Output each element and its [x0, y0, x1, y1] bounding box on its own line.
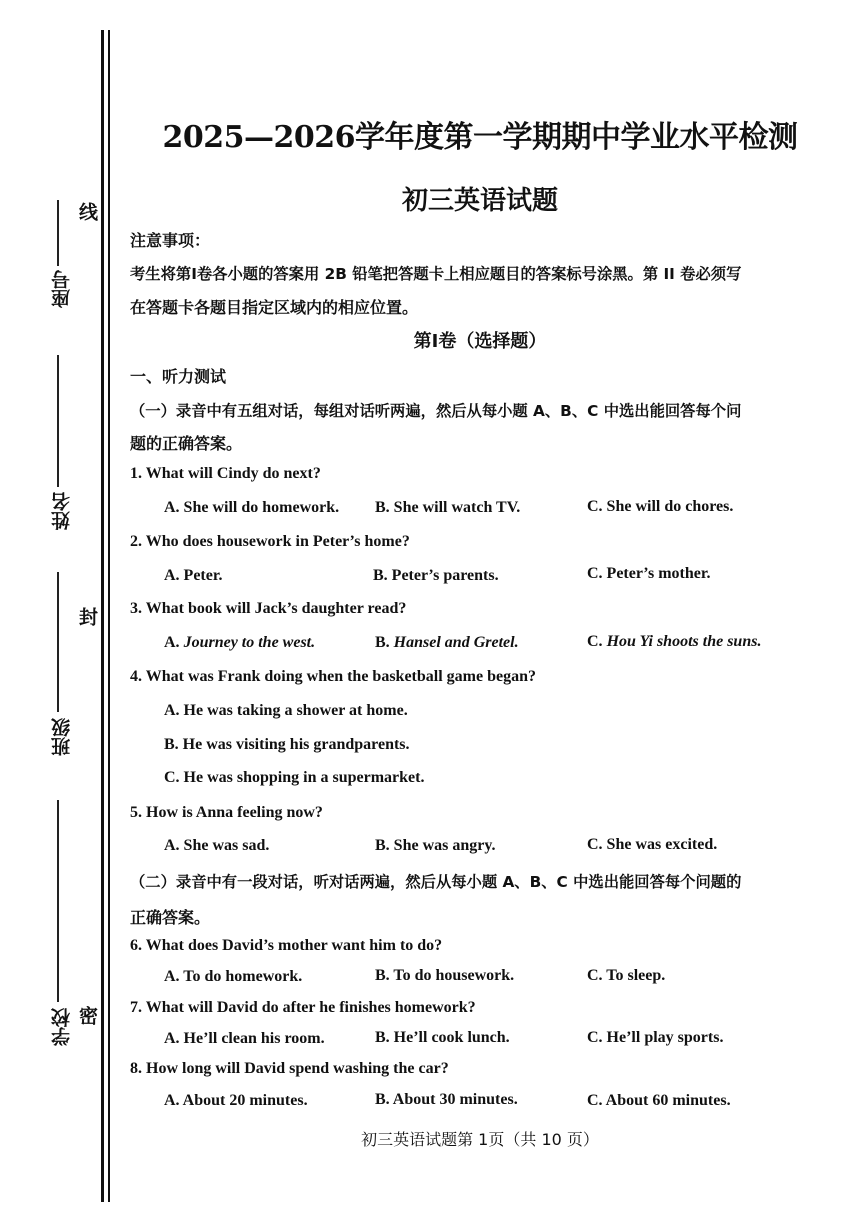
group2-instruction-2: 正确答案。 — [130, 908, 211, 927]
part1-heading: 一、听力测试 — [130, 367, 227, 386]
notice-heading: 注意事项： — [130, 231, 211, 250]
q4-option-b: B. He was visiting his grandparents. — [164, 736, 410, 753]
q5-option-a: A. She was sad. — [164, 837, 270, 854]
name-label: 姓名 — [51, 492, 73, 530]
q8-option-a: A. About 20 minutes. — [164, 1092, 308, 1109]
page-footer: 初三英语试题第 1页（共 10 页） — [361, 1130, 599, 1149]
school-label: 学校 — [51, 1008, 73, 1046]
q3-option-b-text: Hansel and Gretel. — [393, 634, 519, 651]
class-blank — [57, 572, 59, 712]
q8-option-c: C. About 60 minutes. — [587, 1092, 731, 1109]
question-8: 8. How long will David spend washing the car? — [130, 1060, 449, 1077]
name-blank — [57, 355, 59, 487]
exam-subtitle: 初三英语试题 — [401, 186, 558, 216]
q4-option-c: C. He was shopping in a supermarket. — [164, 769, 425, 786]
binding-line-thin — [108, 30, 110, 1202]
q4-option-a: A. He was taking a shower at home. — [164, 702, 408, 719]
seal-secret-char: 密 — [76, 1006, 98, 1025]
q2-option-b: B. Peter’s parents. — [373, 567, 499, 584]
school-blank — [57, 800, 59, 1002]
section-title: 第Ⅰ卷（选择题） — [413, 331, 547, 352]
question-6: 6. What does David’s mother want him to do? — [130, 937, 443, 954]
group2-instruction-1: （二）录音中有一段对话，听对话两遍，然后从每小题 A、B、C 中选出能回答每个问题的 — [130, 873, 742, 891]
q7-option-c: C. He’ll play sports. — [587, 1029, 724, 1046]
group1-instruction-2: 题的正确答案。 — [130, 434, 243, 453]
q3-option-c-letter: C. — [587, 633, 607, 650]
q3-option-b-letter: B. — [375, 634, 394, 651]
q7-option-a: A. He’ll clean his room. — [164, 1030, 325, 1047]
q7-option-b: B. He’ll cook lunch. — [375, 1029, 510, 1046]
notice-line-1: 考生将第Ⅰ卷各小题的答案用 2B 铅笔把答题卡上相应题目的答案标号涂黑。第 II 卷必须写 — [130, 265, 742, 283]
q1-option-a: A. She will do homework. — [164, 499, 340, 516]
question-7: 7. What will David do after he finishes homework? — [130, 999, 476, 1016]
q5-option-b: B. She was angry. — [375, 837, 496, 854]
seal-seal-char: 封 — [76, 607, 98, 626]
question-1: 1. What will Cindy do next? — [130, 465, 321, 482]
seal-line-char: 线 — [76, 202, 98, 221]
q1-option-c: C. She will do chores. — [587, 498, 734, 515]
q6-option-c: C. To sleep. — [587, 967, 666, 984]
q3-option-a — [164, 634, 315, 652]
question-2: 2. Who does housework in Peter’s home? — [130, 533, 410, 550]
q3-option-a-text: Journey to the west. — [183, 634, 316, 651]
class-label: 班级 — [51, 718, 73, 756]
notice-line-2: 在答题卡各题目指定区域内的相应位置。 — [130, 298, 419, 317]
q3-option-c-text: Hou Yi shoots the suns. — [606, 633, 762, 650]
question-4: 4. What was Frank doing when the basketball game began? — [130, 668, 536, 685]
group1-instruction-1: （一）录音中有五组对话，每组对话听两遍，然后从每小题 A、B、C 中选出能回答每个问 — [130, 402, 742, 420]
seat-label: 座号 — [51, 270, 73, 308]
q3-option-a-letter: A. — [164, 634, 184, 651]
q8-option-b: B. About 30 minutes. — [375, 1091, 518, 1108]
q2-option-c: C. Peter’s mother. — [587, 565, 711, 582]
q6-option-b: B. To do housework. — [375, 967, 515, 984]
question-3: 3. What book will Jack’s daughter read? — [130, 600, 407, 617]
seat-blank — [57, 200, 59, 266]
q5-option-c: C. She was excited. — [587, 836, 718, 853]
binding-line-thick — [101, 30, 104, 1202]
q6-option-a: A. To do homework. — [164, 968, 303, 985]
q3-option-c — [587, 633, 761, 651]
exam-title: 2025—2026学年度第一学期期中学业水平检测 — [162, 120, 798, 155]
q3-option-b — [375, 634, 519, 652]
q1-option-b: B. She will watch TV. — [375, 499, 521, 516]
question-5: 5. How is Anna feeling now? — [130, 804, 323, 821]
q2-option-a: A. Peter. — [164, 567, 223, 584]
